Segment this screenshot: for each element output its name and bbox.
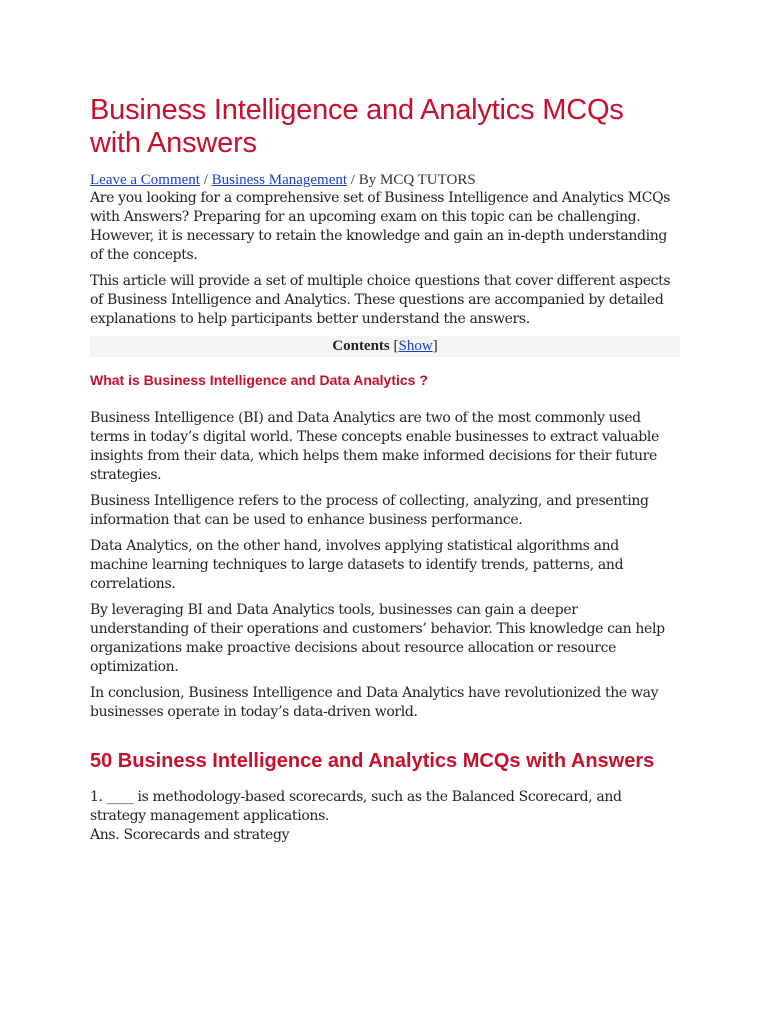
question-text: is methodology-based scorecards, such as the Balanced Scorecard, and strategy management applications.	[90, 789, 622, 824]
author-name: MCQ TUTORS	[379, 172, 476, 188]
question-number: 1.	[90, 789, 107, 805]
section-paragraph: Business Intelligence refers to the process of collecting, analyzing, and presenting information that can be used to enhance business performance.	[90, 493, 649, 528]
leave-comment-link[interactable]: Leave a Comment	[90, 172, 200, 188]
intro-paragraph: Are you looking for a comprehensive set of Business Intelligence and Analytics MCQs with Answers? Preparing for an upcoming exam on this topic can be challenging. However, it is necessary to retain the knowledge and gain an in-depth understanding of the concepts.	[90, 190, 671, 263]
section-heading-what-is-bi: What is Business Intelligence and Data Analytics ?	[90, 372, 428, 388]
category-link[interactable]: Business Management	[211, 172, 348, 188]
toc-bracket-open: [	[389, 338, 399, 354]
meta-separator: /	[199, 172, 212, 188]
question-blank: ____	[106, 789, 134, 805]
section-paragraph: Data Analytics, on the other hand, involves applying statistical algorithms and machine learning techniques to large datasets to identify trends, patterns, and correlations.	[90, 538, 624, 592]
toc-title: Contents	[332, 338, 390, 354]
intro-paragraph: This article will provide a set of multiple choice questions that cover different aspects of Business Intelligence and Analytics. These questions are accompanied by detailed explanations to help participants better understand the answers.	[90, 273, 671, 327]
article	[90, 94, 680, 845]
section-paragraph: In conclusion, Business Intelligence and Data Analytics have revolutionized the way businesses operate in today’s data-driven world.	[90, 685, 659, 720]
toc-show-link[interactable]: Show	[398, 338, 433, 354]
mcq-question	[90, 788, 680, 826]
meta-separator-by: / By	[347, 172, 380, 188]
post-meta	[90, 172, 680, 189]
table-of-contents	[90, 336, 680, 357]
section-heading-mcqs: 50 Business Intelligence and Analytics MCQs with Answers	[90, 750, 655, 772]
section-paragraph: By leveraging BI and Data Analytics tools, businesses can gain a deeper understanding of their operations and customers’ behavior. This knowledge can help organizations make proactive decisions about resource allocation or resource optimization.	[90, 602, 665, 675]
page-title: Business Intelligence and Analytics MCQs with Answers	[90, 94, 624, 159]
toc-bracket-close: ]	[432, 338, 438, 354]
section-paragraph: Business Intelligence (BI) and Data Analytics are two of the most commonly used terms in today’s digital world. These concepts enable businesses to extract valuable insights from their data, which helps them make informed decisions for their future strategies.	[90, 410, 659, 483]
mcq-answer: Ans. Scorecards and strategy	[90, 827, 290, 843]
